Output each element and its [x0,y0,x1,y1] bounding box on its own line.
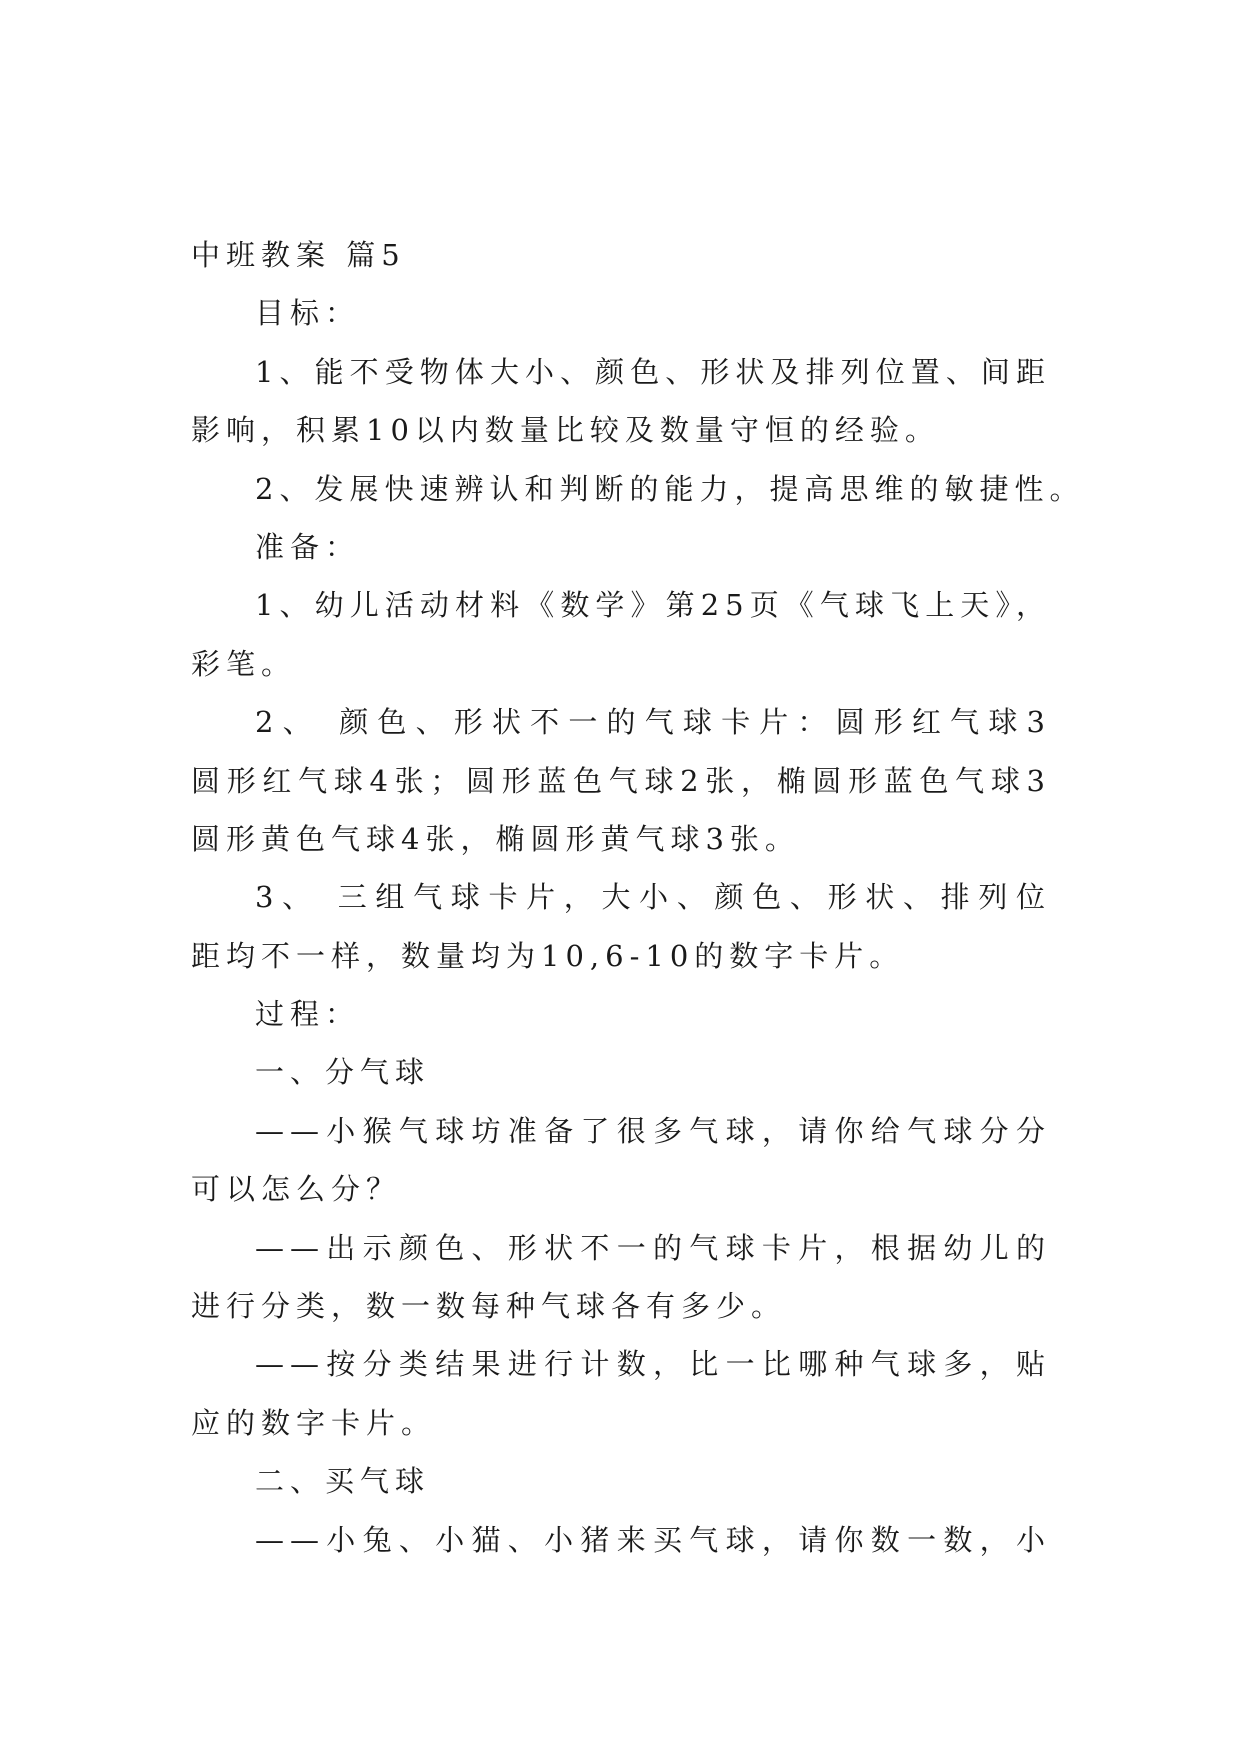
subsection-heading: 一、分气球 [255,1055,431,1090]
paragraph-line: 1、能不受物体大小、颜色、形状及排列位置、间距 [255,354,1051,389]
paragraph-line: 彩笔。 [191,646,297,681]
paragraph-line: 可以怎么分？ [191,1172,402,1207]
paragraph-line: ——小兔、小猫、小猪来买气球，请你数一数，小 [255,1522,1051,1557]
paragraph-line: 应的数字卡片。 [191,1405,437,1440]
paragraph-line: ——小猴气球坊准备了很多气球，请你给气球分分 [255,1113,1051,1148]
paragraph-line: 1、幼儿活动材料《数学》第25页《气球飞上天》， [255,588,1051,623]
document-title: 中班教案 篇5 [191,238,406,272]
paragraph-line: 进行分类，数一数每种气球各有多少。 [191,1289,787,1324]
paragraph-line: ——按分类结果进行计数，比一比哪种气球多，贴 [255,1347,1051,1382]
section-heading-process: 过程： [255,997,361,1032]
paragraph-line: 2、 颜色、形状不一的气球卡片：圆形红气球3 [255,705,1051,740]
paragraph-line: 2、发展快速辨认和判断的能力，提高思维的敏捷性。 [255,471,1085,506]
paragraph-line: 圆形黄色气球4张，椭圆形黄气球3张。 [191,821,800,856]
document-body [191,226,1085,1569]
subsection-heading: 二、买气球 [255,1464,431,1499]
paragraph-line: 距均不一样，数量均为10,6-10的数字卡片。 [191,938,905,973]
paragraph-line: 圆形红气球4张；圆形蓝色气球2张，椭圆形蓝色气球3 [191,763,1051,798]
section-heading-goals: 目标： [255,296,361,331]
paragraph-line: 3、 三组气球卡片，大小、颜色、形状、排列位 [255,880,1051,915]
paragraph-line: ——出示颜色、形状不一的气球卡片，根据幼儿的 [255,1230,1051,1265]
section-heading-preparation: 准备： [255,529,361,564]
paragraph-line: 影响，积累10以内数量比较及数量守恒的经验。 [191,413,940,448]
